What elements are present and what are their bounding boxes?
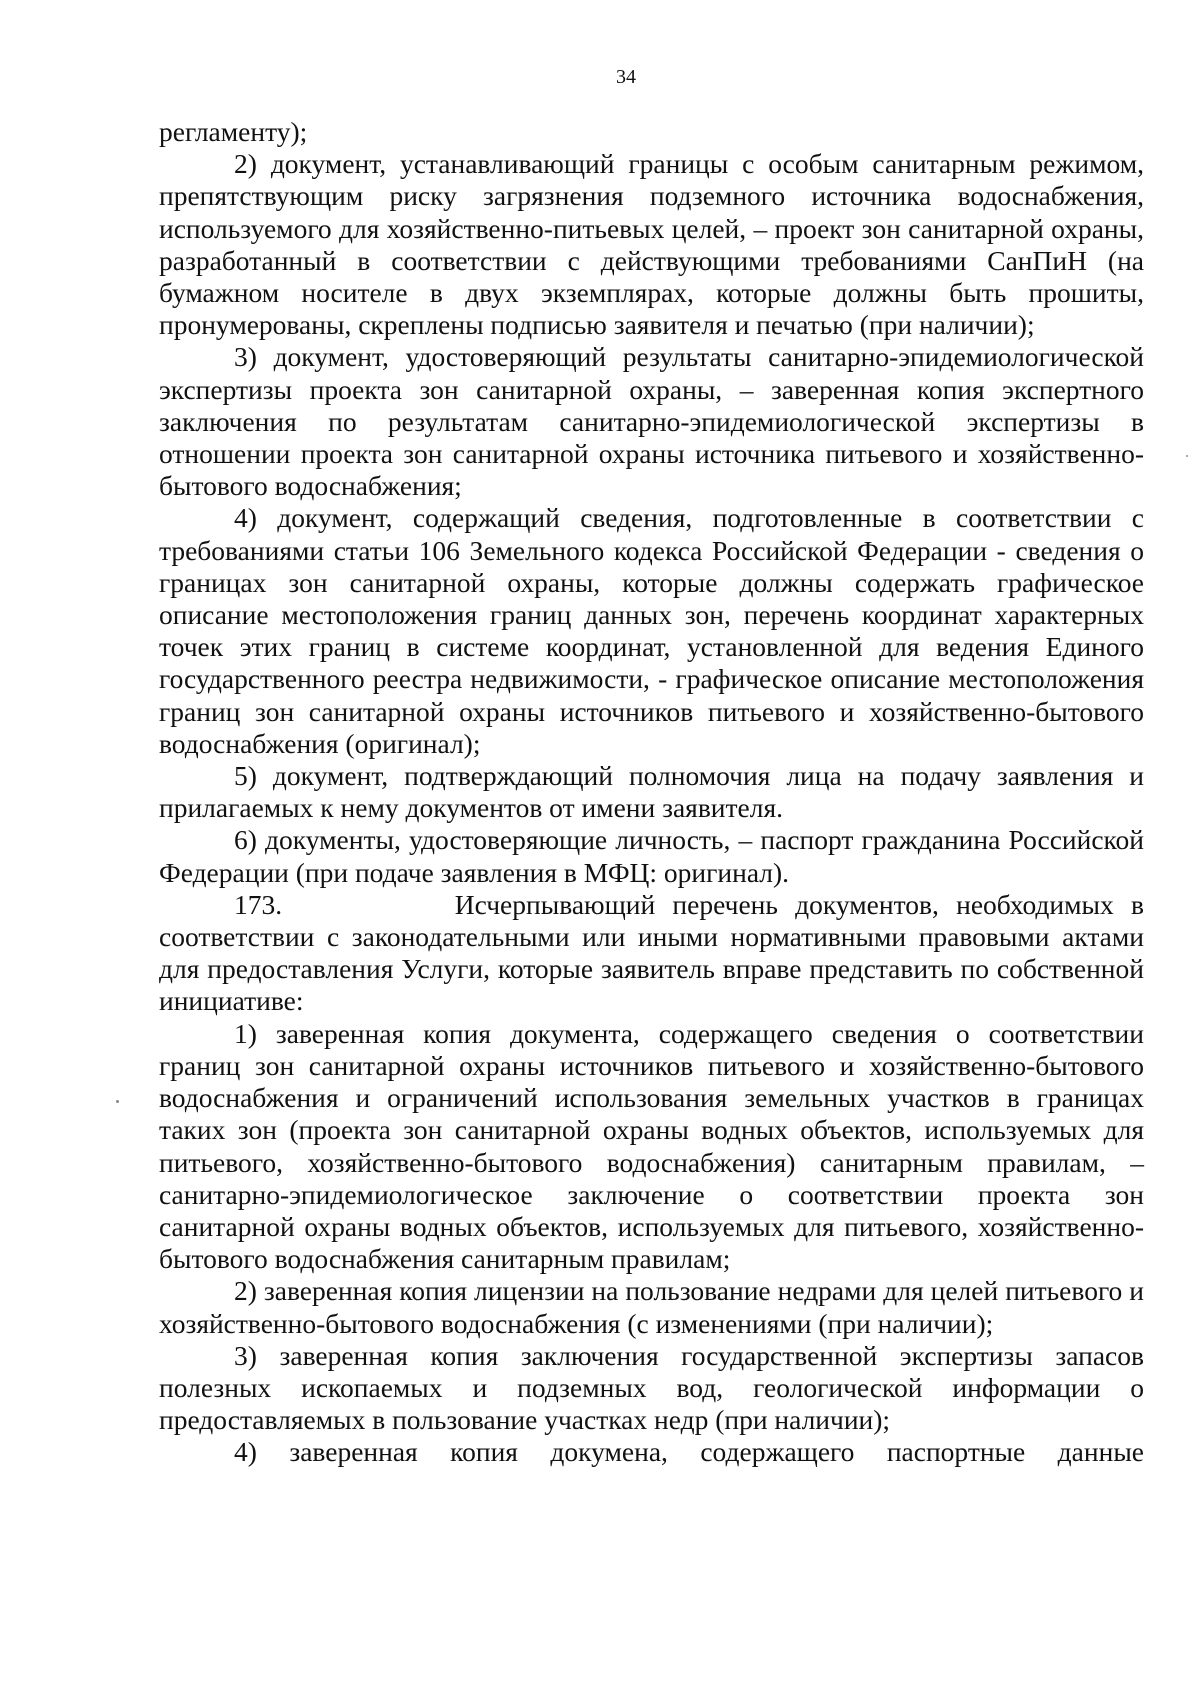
paragraph-173-item-3: 3) заверенная копия заключения государственной экспертизы запасов полезных ископаемых и подземных вод, геологической информации о предоставляемых в пользование участках недр (при наличии); [159,1339,1144,1436]
paragraph-item-3: 3) документ, удостоверяющий результаты санитарно-эпидемиологической экспертизы проекта зон санитарной охраны, – заверенная копия экспертного заключения по результатам санитарно-эпидемиологической экспертизы в отношении проекта зон санитарной охраны источника питьевого и хозяйственно-бытового водоснабжения; [159,341,1144,502]
paragraph-item-5: 5) документ, подтверждающий полномочия лица на подачу заявления и прилагаемых к нему документов от имени заявителя. [159,760,1144,824]
paragraph-173-item-2: 2) заверенная копия лицензии на пользование недрами для целей питьевого и хозяйственно-бытового водоснабжения (с изменениями (при наличии); [159,1275,1144,1339]
scan-speck [1186,455,1188,457]
paragraph-173-item-1: 1) заверенная копия документа, содержащего сведения о соответствии границ зон санитарной охраны источников питьевого и хозяйственно-бытового водоснабжения и ограничений использования земельных участков в границах таких зон (проекта зон санитарной охраны водных объектов, используемых для питьевого, хозяйственно-бытового водоснабжения) санитарным правилам, – санитарно-эпидемиологическое заключение о соответствии проекта зон санитарной охраны водных объектов, используемых для питьевого, хозяйственно-бытового водоснабжения санитарным правилам; [159,1017,1144,1275]
paragraph-continuation: регламенту); [159,116,308,147]
paragraph-item-6: 6) документы, удостоверяющие личность, – паспорт гражданина Российской Федерации (при подаче заявления в МФЦ: оригинал). [159,824,1144,888]
page-number: 34 [616,66,636,88]
paragraph-173-item-4: 4) заверенная копия докумена, содержащего паспортные данные [234,1436,1144,1468]
scan-speck [116,1100,119,1103]
paragraph-section-173: 173. Исчерпывающий перечень документов, необходимых в соответствии с законодательными или иными нормативными правовыми актами для предоставления Услуги, которые заявитель вправе представить по собственной инициативе: [159,888,1151,1017]
document-body [159,116,1151,1469]
paragraph-item-2: 2) документ, устанавливающий границы с особым санитарным режимом, препятствующим риску загрязнения подземного источника водоснабжения, используемого для хозяйственно-питьевых целей, – проект зон санитарной охраны, разработанный в соответствии с действующими требованиями СанПиН (на бумажном носителе в двух экземплярах, которые должны быть прошиты, пронумерованы, скреплены подписью заявителя и печатью (при наличии); [159,148,1144,341]
paragraph-item-4: 4) документ, содержащий сведения, подготовленные в соответствии с требованиями статьи 106 Земельного кодекса Российской Федерации - сведения о границах зон санитарной охраны, которые должны содержать графическое описание местоположения границ данных зон, перечень координат характерных точек этих границ в системе координат, установленной для ведения Единого государственного реестра недвижимости, - графическое описание местоположения границ зон санитарной охраны источников питьевого и хозяйственно-бытового водоснабжения (оригинал); [159,502,1144,759]
